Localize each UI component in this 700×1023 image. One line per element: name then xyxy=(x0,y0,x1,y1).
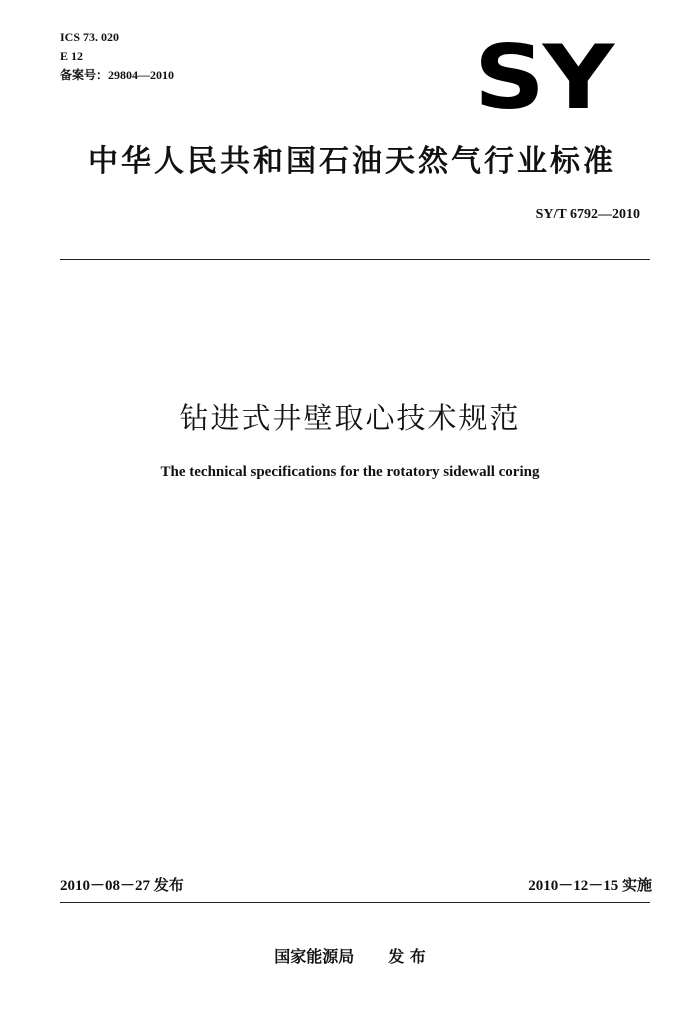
bottom-divider xyxy=(60,902,650,903)
top-divider xyxy=(60,259,650,260)
publisher-line xyxy=(0,944,700,967)
publisher-name: 国家能源局 xyxy=(274,947,355,966)
publish-date: 2010－08－27 发布 xyxy=(60,878,184,894)
ics-code: ICS 73. 020 xyxy=(60,30,120,44)
sy-logo: SY xyxy=(474,26,612,129)
standard-number: SY/T 6792—2010 xyxy=(535,207,640,222)
ministry-title: 中华人民共和国石油天然气行业标准 xyxy=(88,144,616,179)
document-metadata xyxy=(60,28,174,85)
classification-code: E 12 xyxy=(60,49,84,63)
document-title-chinese: 钻进式井壁取心技术规范 xyxy=(179,401,521,435)
publish-action: 发 布 xyxy=(388,947,426,966)
effective-date: 2010－12－15 实施 xyxy=(528,878,652,894)
document-title-english: The technical specifications for the rotatory sidewall coring xyxy=(160,464,540,480)
record-number: 备案号：29804—2010 xyxy=(60,68,175,82)
